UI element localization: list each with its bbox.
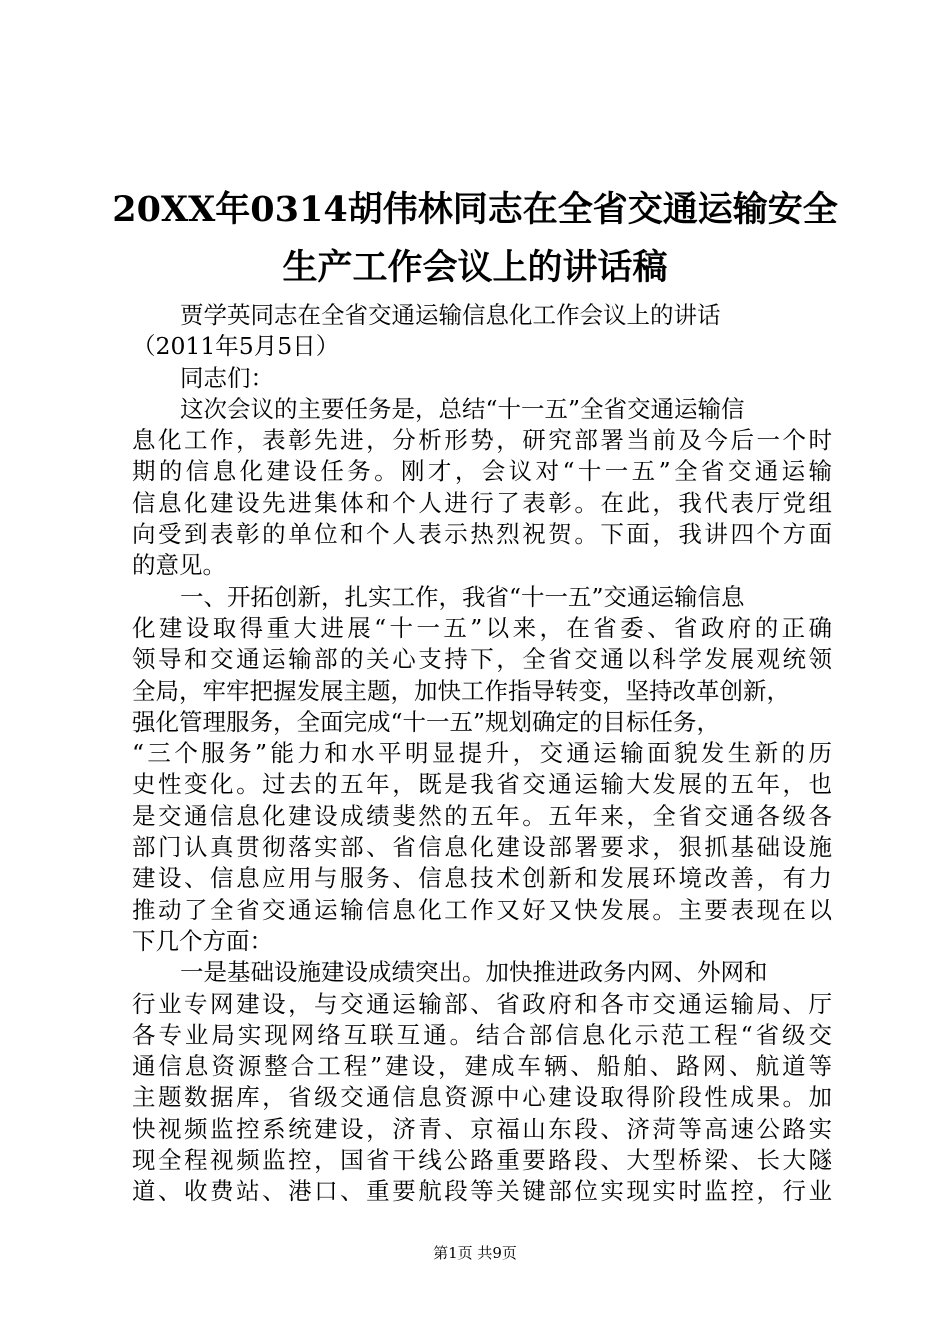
- body-line: 领导和交通运输部的关心支持下，全省交通以科学发展观统领: [132, 645, 832, 674]
- body-line: 主题数据库，省级交通信息资源中心建设取得阶段性成果。加: [132, 1083, 832, 1112]
- body-line: 息化工作，表彰先进，分析形势，研究部署当前及今后一个时: [132, 426, 832, 455]
- body-line: 一是基础设施建设成绩突出。加快推进政务内网、外网和: [180, 958, 768, 987]
- document-body: [132, 300, 832, 1208]
- page-number-footer: 第1页 共9页: [433, 1244, 517, 1262]
- body-line: 同志们：: [180, 363, 274, 392]
- body-line: 现全程视频监控，国省干线公路重要路段、大型桥梁、长大隧: [132, 1146, 832, 1175]
- body-line: “三个服务”能力和水平明显提升，交通运输面貌发生新的历: [132, 739, 832, 768]
- body-line: 是交通信息化建设成绩斐然的五年。五年来，全省交通各级各: [132, 801, 832, 830]
- body-line: 通信息资源整合工程”建设，建成车辆、船舶、路网、航道等: [132, 1052, 832, 1081]
- body-line: 全局，牢牢把握发展主题，加快工作指导转变，坚持改革创新，: [132, 676, 790, 705]
- body-line: 化建设取得重大进展“十一五”以来，在省委、省政府的正确: [132, 613, 832, 642]
- document-title-line-2: 生产工作会议上的讲话稿: [282, 247, 668, 288]
- body-line: 强化管理服务，全面完成“十一五”规划确定的目标任务，: [132, 707, 721, 736]
- body-line: 一、开拓创新，扎实工作，我省“十一五”交通运输信息: [180, 582, 745, 611]
- body-line: 各专业局实现网络互联互通。结合部信息化示范工程“省级交: [132, 1020, 832, 1049]
- body-line: 推动了全省交通运输信息化工作又好又快发展。主要表现在以: [132, 895, 832, 924]
- body-line: 贾学英同志在全省交通运输信息化工作会议上的讲话: [180, 301, 721, 329]
- body-line: （2011年5月5日）: [132, 332, 340, 361]
- body-line: 道、收费站、港口、重要航段等关键部位实现实时监控，行业: [132, 1177, 832, 1206]
- body-line: 建设、信息应用与服务、信息技术创新和发展环境改善，有力: [132, 864, 832, 893]
- body-line: 期的信息化建设任务。刚才，会议对“十一五”全省交通运输: [132, 457, 832, 486]
- body-line: 的意见。: [132, 551, 226, 580]
- body-line: 史性变化。过去的五年，既是我省交通运输大发展的五年，也: [132, 770, 832, 799]
- body-line: 部门认真贯彻落实部、省信息化建设部署要求，狠抓基础设施: [132, 833, 832, 862]
- body-line: 行业专网建设，与交通运输部、省政府和各市交通运输局、厅: [132, 989, 832, 1018]
- document-title-line-1: 20XX年0314胡伟林同志在全省交通运输安全: [112, 189, 838, 230]
- body-line: 快视频监控系统建设，济青、京福山东段、济菏等高速公路实: [132, 1114, 832, 1143]
- body-line: 向受到表彰的单位和个人表示热烈祝贺。下面，我讲四个方面: [132, 520, 832, 549]
- body-line: 信息化建设先进集体和个人进行了表彰。在此，我代表厅党组: [132, 488, 832, 517]
- body-line: 下几个方面：: [132, 926, 273, 955]
- body-line: 这次会议的主要任务是，总结“十一五”全省交通运输信: [180, 394, 745, 423]
